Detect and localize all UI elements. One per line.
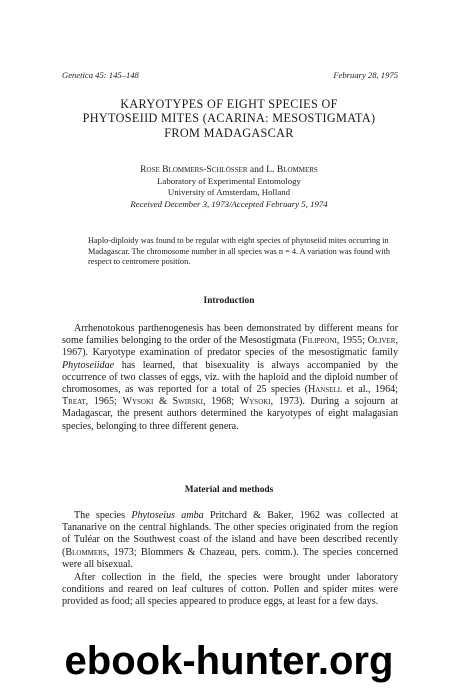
title-line-1: KARYOTYPES OF EIGHT SPECIES OF	[120, 97, 338, 111]
author-2: L. Blommers	[266, 164, 318, 175]
article-title	[40, 97, 418, 140]
text-run: , 1967). Karyotype examination of predator species of the mesostigmatic family	[62, 335, 398, 359]
received-dates: Received December 3, 1973/Accepted February 5, 1974	[130, 199, 328, 209]
methods-paragraph-2: After collection in the field, the species were brought under laboratory conditions and reared on leaf cultures of cotton. Pollen and spider mites were provided as food; all species appeared to produce eggs, at least for a few days.	[62, 572, 398, 608]
author-1: Rose Blommers-Schlösser	[140, 164, 248, 175]
introduction-paragraph	[62, 323, 398, 433]
text-run: , 1968;	[202, 396, 240, 408]
author-names	[40, 164, 418, 176]
methods-paragraph-1	[62, 510, 398, 571]
text-run: et al., 1964;	[342, 384, 398, 396]
taxon-name: Phytoseiidae	[62, 359, 115, 371]
citation-author: Wysoki	[239, 396, 271, 408]
author-block	[40, 164, 418, 210]
watermark-logo	[19, 640, 439, 684]
citation-author: Treat	[62, 396, 86, 408]
taxon-name: Phytoseius amba	[131, 510, 204, 521]
introduction-heading: Introduction	[203, 296, 255, 306]
text-run: , 1973; Blommers & Chazeau, pers. comm.). The species concerned were all bisexual.	[62, 546, 398, 570]
text-run: , 1965;	[85, 396, 123, 408]
text-run: The species	[74, 510, 132, 521]
affiliation-line-1: Laboratory of Experimental Entomology	[157, 176, 301, 186]
citation-author: Oliver	[367, 335, 396, 347]
citation-author: Blommers	[65, 546, 107, 558]
watermark-text: ebook-hunter.org	[64, 639, 394, 683]
running-header	[62, 70, 398, 80]
abstract: Haplo-diploidy was found to be regular with eight species of phytoseiid mites occurring in Madagascar. The chromosome number in all species was n = 4. A variation was found with respect to centromere position.	[88, 236, 390, 267]
text-run: , 1955;	[336, 335, 368, 347]
citation-author: Wysoki & Swirski	[122, 396, 203, 408]
citation-author: Hansell	[307, 384, 343, 396]
publication-date: February 28, 1975	[333, 70, 398, 80]
title-line-2: PHYTOSEIID MITES (ACARINA: MESOSTIGMATA)	[82, 111, 376, 126]
methods-heading: Material and methods	[184, 485, 274, 495]
watermark	[0, 640, 458, 684]
text-run: Arrhenotokous parthenogenesis has been demonstrated by different means for some families belonging to the order of the Mesostigmata (	[62, 323, 398, 347]
text-run: , 1973). During a sojourn at Madagascar, the present authors determined the karyotypes of eight malagasian species, belonging to three different genera.	[62, 396, 398, 432]
citation-author: Filipponi	[302, 335, 337, 347]
author-conjunction: and	[247, 164, 267, 175]
journal-citation: Genetica 45: 145–148	[62, 70, 139, 80]
affiliation-line-2: University of Amsterdam, Holland	[167, 186, 291, 197]
title-line-3: FROM MADAGASCAR	[164, 125, 294, 140]
text-run: has learned, that bisexuality is always accompanied by the occurrence of two classes of eggs, viz. with the haploid and the diploid number of chromosomes, as was reported for a total of 25 species (	[62, 359, 398, 396]
text-run: Pritchard & Baker, 1962 was collected at Tananarive on the central highlands. The other species originated from the region of Tuléar on the Southwest coast of the island and have been described recently (	[62, 510, 399, 558]
